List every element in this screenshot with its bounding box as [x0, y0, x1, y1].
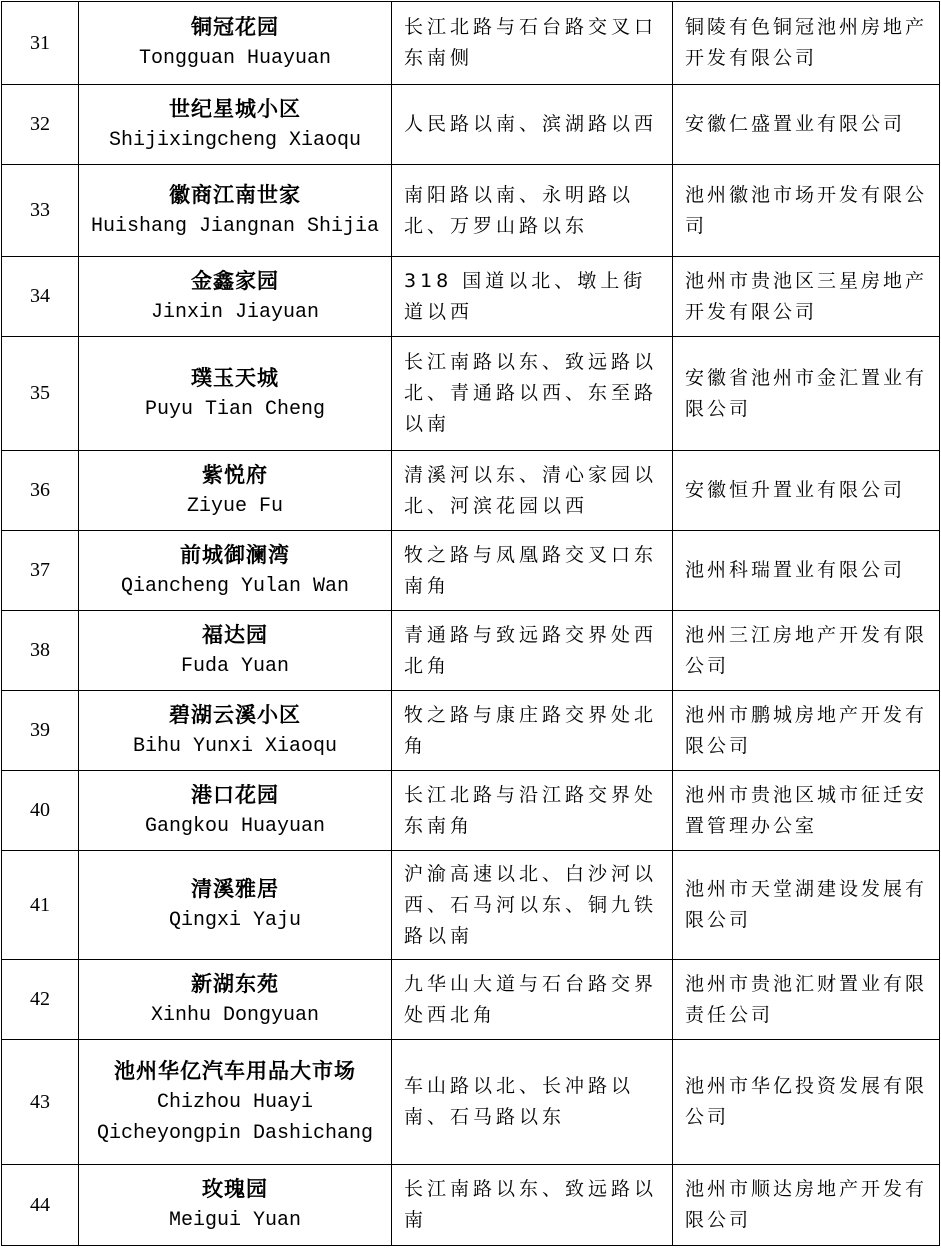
housing-project-table — [1, 1, 940, 1246]
project-name-cell — [79, 531, 392, 611]
project-address: 长江北路与石台路交叉口东南侧 — [392, 2, 673, 85]
project-name-chinese: 玫瑰园 — [202, 1177, 268, 1201]
project-developer: 池州市贵池汇财置业有限责任公司 — [673, 960, 940, 1040]
project-developer: 安徽省池州市金汇置业有限公司 — [673, 337, 940, 451]
project-address: 南阳路以南、永明路以北、万罗山路以东 — [392, 165, 673, 257]
table-row — [2, 1040, 940, 1165]
project-name-cell — [79, 1040, 392, 1165]
project-developer: 池州市贵池区城市征迁安置管理办公室 — [673, 771, 940, 851]
project-name-chinese: 金鑫家园 — [191, 268, 279, 293]
project-address: 人民路以南、滨湖路以西 — [392, 85, 673, 165]
row-number: 36 — [2, 451, 79, 531]
project-name-chinese: 池州华亿汽车用品大市场 — [114, 1058, 356, 1083]
table-row — [2, 691, 940, 771]
project-name-cell — [79, 85, 392, 165]
project-name-chinese: 铜冠花园 — [191, 15, 279, 39]
table-row — [2, 165, 940, 257]
row-number: 34 — [2, 257, 79, 337]
project-name-chinese: 新湖东苑 — [191, 971, 279, 996]
table-row — [2, 851, 940, 960]
project-developer: 铜陵有色铜冠池州房地产开发有限公司 — [673, 2, 940, 85]
project-name-pinyin: Tongguan Huayuan — [138, 47, 332, 70]
project-name-chinese: 港口花园 — [191, 782, 279, 807]
row-number: 33 — [2, 165, 79, 257]
row-number: 43 — [2, 1040, 79, 1165]
table-row — [2, 531, 940, 611]
project-name-cell — [79, 611, 392, 691]
project-name-chinese: 璞玉天城 — [191, 365, 279, 390]
project-name-pinyin: Gangkou Huayuan — [144, 814, 326, 838]
project-developer: 池州市天堂湖建设发展有限公司 — [673, 851, 940, 960]
project-address: 车山路以北、长冲路以南、石马路以东 — [392, 1040, 673, 1165]
project-name-chinese: 前城御澜湾 — [180, 542, 290, 567]
project-name-cell — [79, 691, 392, 771]
project-name-pinyin: Meigui Yuan — [168, 1209, 302, 1232]
project-address: 牧之路与康庄路交界处北角 — [392, 691, 673, 771]
project-name-pinyin: Fuda Yuan — [180, 654, 290, 678]
table-row — [2, 337, 940, 451]
project-address: 清溪河以东、清心家园以北、河滨花园以西 — [392, 451, 673, 531]
row-number: 39 — [2, 691, 79, 771]
project-developer: 池州市鹏城房地产开发有限公司 — [673, 691, 940, 771]
project-address: 沪渝高速以北、白沙河以西、石马河以东、铜九铁路以南 — [392, 851, 673, 960]
row-number: 42 — [2, 960, 79, 1040]
project-name-cell — [79, 851, 392, 960]
table-row — [2, 451, 940, 531]
project-name-cell — [79, 451, 392, 531]
project-name-pinyin: Bihu Yunxi Xiaoqu — [132, 734, 338, 758]
project-address: 青通路与致远路交界处西北角 — [392, 611, 673, 691]
project-name-cell — [79, 1165, 392, 1246]
row-number: 38 — [2, 611, 79, 691]
project-name-chinese: 紫悦府 — [202, 462, 268, 487]
table-row — [2, 257, 940, 337]
row-number: 37 — [2, 531, 79, 611]
project-address: 318 国道以北、墩上街道以西 — [392, 257, 673, 337]
project-developer: 安徽仁盛置业有限公司 — [673, 85, 940, 165]
project-address: 长江南路以东、致远路以北、青通路以西、东至路以南 — [392, 337, 673, 451]
project-name-pinyin: Qingxi Yaju — [168, 909, 302, 932]
project-name-cell — [79, 337, 392, 451]
table-row — [2, 85, 940, 165]
row-number: 41 — [2, 851, 79, 960]
project-name-pinyin: Ziyue Fu — [186, 494, 283, 518]
project-address: 九华山大道与石台路交界处西北角 — [392, 960, 673, 1040]
project-name-pinyin: Huishang Jiangnan Shijia — [90, 214, 380, 238]
table-row — [2, 611, 940, 691]
project-name-pinyin: Xinhu Dongyuan — [150, 1003, 320, 1027]
project-name-cell — [79, 771, 392, 851]
table-row — [2, 771, 940, 851]
table-body — [2, 2, 940, 1246]
row-number: 40 — [2, 771, 79, 851]
row-number: 44 — [2, 1165, 79, 1246]
project-name-chinese: 世纪星城小区 — [169, 96, 301, 121]
project-name-cell — [79, 960, 392, 1040]
table-row — [2, 2, 940, 85]
project-name-pinyin: Jinxin Jiayuan — [150, 300, 320, 324]
project-name-chinese: 碧湖云溪小区 — [169, 702, 301, 727]
project-name-cell — [79, 257, 392, 337]
table-row — [2, 960, 940, 1040]
project-developer: 池州市顺达房地产开发有限公司 — [673, 1165, 940, 1246]
project-name-chinese: 徽商江南世家 — [169, 182, 301, 207]
project-name-chinese: 清溪雅居 — [191, 877, 279, 901]
project-address: 长江北路与沿江路交界处东南角 — [392, 771, 673, 851]
row-number: 32 — [2, 85, 79, 165]
project-developer: 池州徽池市场开发有限公司 — [673, 165, 940, 257]
project-name-pinyin: Chizhou Huayi Qicheyongpin Dashichang — [96, 1090, 374, 1145]
row-number: 31 — [2, 2, 79, 85]
project-name-pinyin: Puyu Tian Cheng — [144, 397, 326, 421]
project-name-pinyin: Shijixingcheng Xiaoqu — [108, 128, 362, 152]
project-developer: 池州三江房地产开发有限公司 — [673, 611, 940, 691]
table-row — [2, 1165, 940, 1246]
project-name-pinyin: Qiancheng Yulan Wan — [120, 574, 350, 598]
project-developer: 池州科瑞置业有限公司 — [673, 531, 940, 611]
project-name-chinese: 福达园 — [202, 622, 268, 647]
row-number: 35 — [2, 337, 79, 451]
project-name-cell — [79, 2, 392, 85]
project-name-cell — [79, 165, 392, 257]
project-address: 长江南路以东、致远路以南 — [392, 1165, 673, 1246]
project-developer: 池州市贵池区三星房地产开发有限公司 — [673, 257, 940, 337]
project-address: 牧之路与凤凰路交叉口东南角 — [392, 531, 673, 611]
project-developer: 安徽恒升置业有限公司 — [673, 451, 940, 531]
project-developer: 池州市华亿投资发展有限公司 — [673, 1040, 940, 1165]
